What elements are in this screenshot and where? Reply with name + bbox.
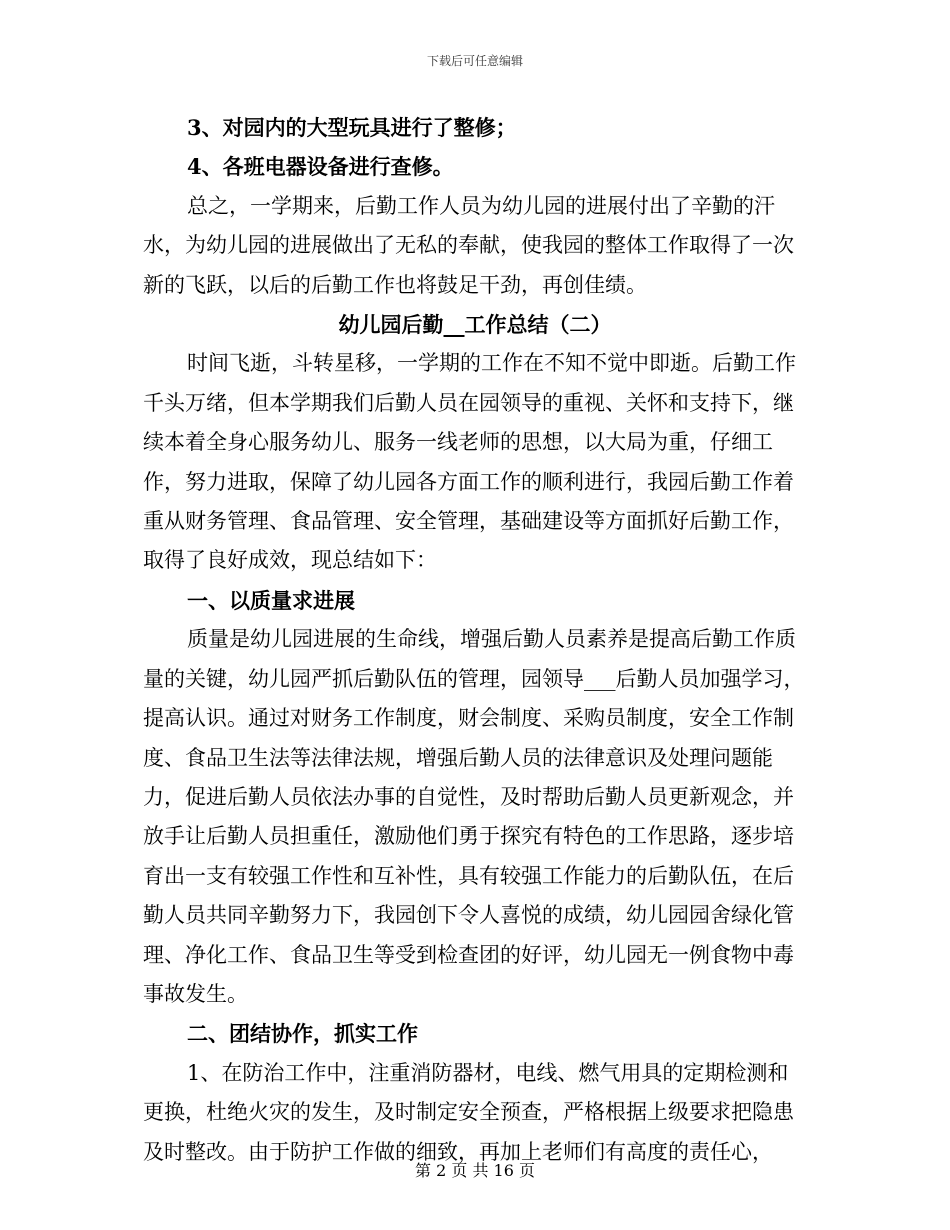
- document-body: [143, 108, 807, 1172]
- list-item-electrical: 4、各班电器设备进行查修。: [187, 154, 454, 180]
- heading-quality: 一、以质量求进展: [187, 587, 355, 613]
- paragraph-quality: 质量是幼儿园进展的生命线，增强后勤人员素养是提高后勤工作质量的关键，幼儿园严抓后勤队伍的管理，园领导___后勤人员加强学习，提高认识。通过对财务工作制度，财会制度、采购员制度，安全工作制度、食品卫生法等法律法规，增强后勤人员的法律意识及处理问题能力，促进后勤人员依法办事的自觉性，及时帮助后勤人员更新观念，并放手让后勤人员担重任，激励他们勇于探究有特色的工作思路，逐步培育出一支有较强工作性和互补性，具有较强工作能力的后勤队伍，在后勤人员共同辛勤努力下，我园创下令人喜悦的成绩，幼儿园园舍绿化管理、净化工作、食品卫生等受到检查团的好评，幼儿园无一例食物中毒事故发生。: [143, 627, 805, 1006]
- heading-teamwork: 二、团结协作，抓实工作: [187, 1021, 418, 1047]
- page-number: 第 2 页 共 16 页: [415, 1161, 535, 1180]
- paragraph-summary: 总之，一学期来，后勤工作人员为幼儿园的进展付出了辛勤的汗水，为幼儿园的进展做出了无私的奉献，使我园的整体工作取得了一次新的飞跃，以后的后勤工作也将鼓足干劲，再创佳绩。: [143, 193, 794, 297]
- paragraph-intro: 时间飞逝，斗转星移，一学期的工作在不知不觉中即逝。后勤工作千头万绪，但本学期我们后勤人员在园领导的重视、关怀和支持下，继续本着全身心服务幼儿、服务一线老师的思想，以大局为重，仔细工作，努力进取，保障了幼儿园各方面工作的顺利进行，我园后勤工作着重从财务管理、食品管理、安全管理，基础建设等方面抓好后勤工作，取得了良好成效，现总结如下：: [143, 351, 796, 573]
- list-item-toys: 3、对园内的大型玩具进行了整修；: [187, 115, 517, 140]
- page-header: 下载后可任意编辑: [426, 54, 523, 68]
- section-title: 幼儿园后勤__工作总结（二）: [338, 312, 612, 338]
- paragraph-fire-safety: 1、在防治工作中，注重消防器材，电线、燃气用具的定期检测和更换，杜绝火灾的发生，及时制定安全预查，严格根据上级要求把隐患及时整改。由于防护工作做的细致，再加上老师们有高度的责任心，: [143, 1060, 794, 1164]
